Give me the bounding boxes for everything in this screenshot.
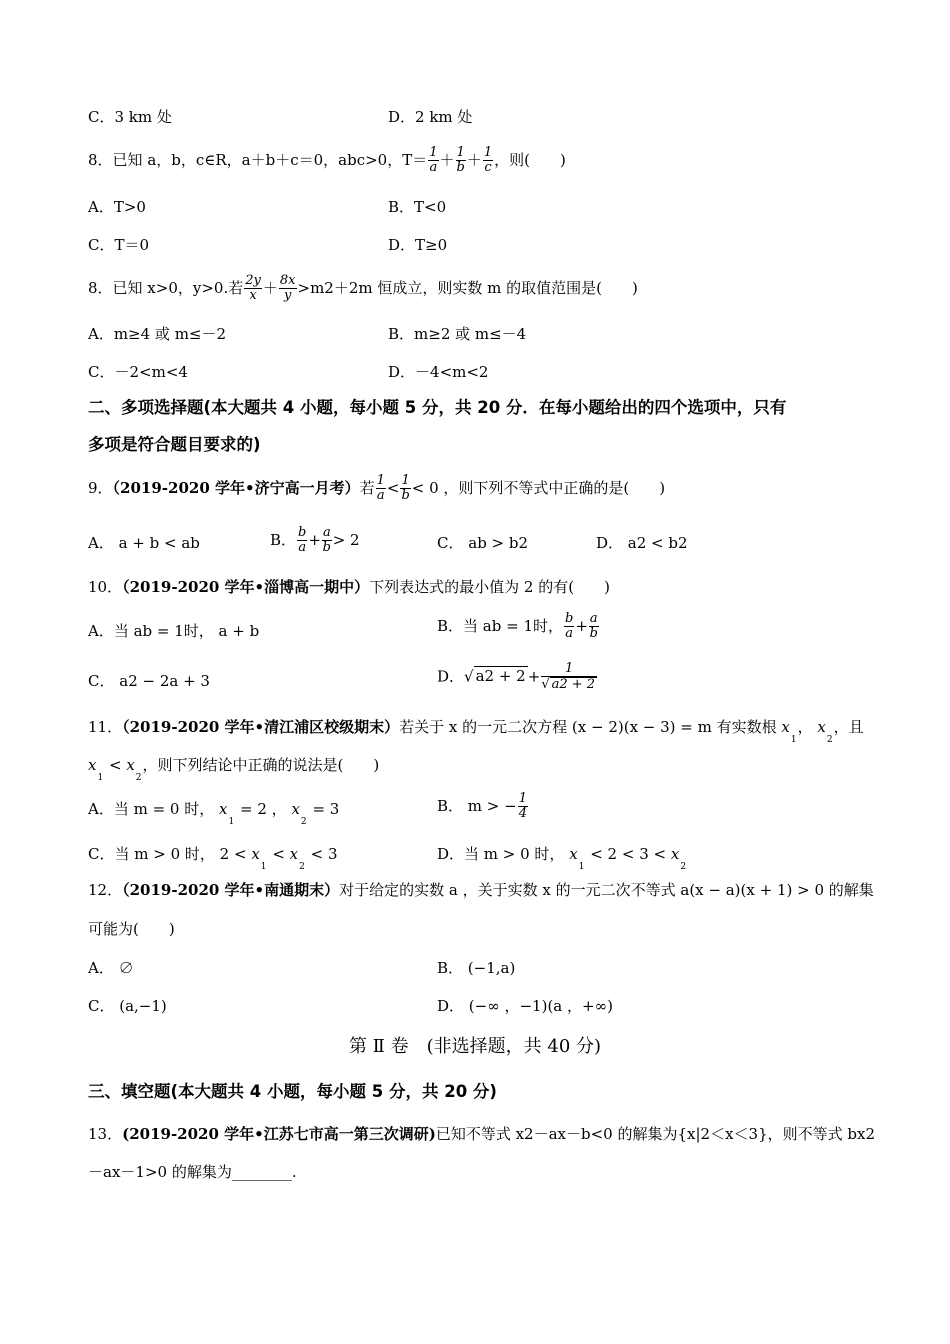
option-label: B． (270, 530, 297, 549)
question-number: 10． (88, 578, 123, 596)
q9-ruo: 若 (359, 478, 375, 497)
question-text: 若关于 x 的一元二次方程 (x − 2)(x − 3) = m 有实数根 (399, 718, 777, 736)
sqrt-icon: √ (464, 667, 474, 686)
subscript: 2 (135, 773, 142, 783)
question-13-line-2: －ax－1>0 的解集为________. (88, 1163, 297, 1181)
denominator: b (322, 540, 331, 556)
q9-b-fraction-1 (297, 526, 307, 556)
q11-a-value-1: = 2 ， (240, 800, 287, 818)
q11-option-d (437, 845, 687, 872)
subscript: 1 (790, 735, 797, 745)
q9-fraction-2 (400, 474, 410, 504)
option-label: A．当 m = 0 时， (88, 800, 215, 818)
numerator: 2y (245, 273, 261, 288)
q10-b-fraction-2 (589, 612, 599, 642)
q8a-option-d: D．T≥0 (388, 236, 448, 254)
numerator: 1 (541, 662, 597, 677)
q8a-fraction-2 (456, 146, 466, 176)
question-source: （2019-2020 学年•南通期末） (122, 881, 340, 899)
denominator: b (401, 488, 410, 504)
numerator: 8x (279, 273, 296, 288)
sqrt-radicand: a2 + 2 (551, 677, 596, 693)
q7-option-c: C．3 km 处 (88, 108, 172, 126)
q10-b-fraction-1 (564, 612, 574, 642)
section-3-heading: 三、填空题(本大题共 4 小题，每小题 5 分，共 20 分) (88, 1082, 497, 1101)
q8a-option-a: A．T>0 (88, 198, 146, 216)
q8b-fraction-2 (279, 274, 297, 304)
sqrt-icon: √ (541, 677, 550, 693)
denominator: a (429, 160, 438, 176)
subscript: 1 (228, 817, 235, 827)
q11-line2-tail: ，则下列结论中正确的说法是( ) (142, 756, 380, 774)
var-x: x (569, 845, 578, 863)
numerator: 1 (518, 791, 527, 806)
var-x: x (291, 800, 300, 818)
less-than-sign: < (386, 478, 400, 497)
option-label: B． m > − (437, 796, 517, 815)
question-source: （2019-2020 学年•济宁高一月考） (112, 478, 360, 497)
q9-option-b (270, 526, 360, 556)
q10-option-d (437, 662, 598, 693)
q8a-fraction-3 (483, 146, 493, 176)
q11-b-fraction (518, 792, 528, 822)
plus-sign: + (527, 667, 541, 686)
q11-option-c (88, 845, 338, 872)
q8a-option-b: B．T<0 (388, 198, 447, 216)
question-8a-stem (88, 146, 566, 176)
question-12-stem (88, 881, 874, 899)
plus-sign: ＋ (262, 278, 278, 297)
question-source: (2019-2020 学年•江苏七市高一第三次调研) (122, 1125, 436, 1143)
q8b-fraction-1 (244, 274, 262, 304)
question-number: 11． (88, 718, 123, 736)
denominator: c (484, 160, 492, 176)
numerator: b (564, 611, 574, 626)
var-x: x (781, 718, 790, 736)
q8a-prefix: 8．已知 (88, 150, 143, 169)
denominator: x (249, 288, 257, 304)
question-source: （2019-2020 学年•淄博高一期中） (122, 578, 370, 596)
denominator: 4 (518, 806, 527, 822)
q9-b-tail: > 2 (332, 530, 360, 549)
q10-option-a: A．当 ab = 1时， a + b (88, 622, 260, 640)
denominator: b (456, 160, 465, 176)
numerator: 1 (483, 145, 493, 160)
q7-option-d: D．2 km 处 (388, 108, 473, 126)
var-x: x (817, 718, 826, 736)
var-x: x (289, 845, 299, 863)
q9-fraction-1 (376, 474, 386, 504)
subscript: 1 (578, 862, 585, 872)
denominator (541, 677, 597, 692)
var-x: x (251, 845, 260, 863)
q10-option-b (437, 612, 600, 642)
q11-d-middle: < 2 < 3 < (590, 845, 667, 863)
q12-option-d: D． (−∞ ，−1)(a ，+∞) (437, 997, 613, 1015)
q12-option-c: C． (a,−1) (88, 997, 167, 1015)
question-number: 13． (88, 1125, 123, 1143)
numerator: 1 (376, 473, 385, 488)
denominator: a (298, 540, 307, 556)
var-x: x (670, 845, 680, 863)
q9-tail: < 0 ，则下列不等式中正确的是( ) (411, 478, 666, 497)
numerator: 1 (456, 145, 465, 160)
q11-option-b (437, 792, 529, 822)
part-2-title: 第 Ⅱ 卷 (非选择题，共 40 分) (348, 1036, 602, 1057)
question-11-line-2: $x_1 < x_2$，则下列结论中正确的说法是( ) (88, 756, 380, 783)
numerator: a (322, 525, 331, 540)
numerator: 1 (429, 145, 438, 160)
numerator: a (589, 611, 598, 626)
question-13-stem (88, 1125, 875, 1143)
question-8b-stem (88, 274, 638, 304)
plus-sign: ＋ (466, 150, 482, 169)
q11-end: ，且 (833, 718, 864, 736)
question-number: 12． (88, 881, 123, 899)
q9-option-c: C． ab > b2 (437, 534, 529, 552)
question-11-stem (88, 718, 864, 745)
option-label: B．当 ab = 1时， (437, 616, 563, 635)
q9-b-fraction-2 (322, 526, 332, 556)
question-text: 已知不等式 x2－ax－b<0 的解集为{x|2＜x＜3}，则不等式 bx2 (435, 1125, 876, 1143)
q11-a-value-2: = 3 (312, 800, 340, 818)
less-than-sign: < (272, 845, 285, 863)
numerator: 1 (401, 473, 410, 488)
subscript: 2 (680, 862, 687, 872)
q8a-condition: a，b，c∈R，a＋b＋c＝0，abc>0，T＝ (142, 150, 428, 169)
q9-option-d: D． a2 < b2 (596, 534, 688, 552)
denominator: y (284, 288, 292, 304)
q8b-option-b: B．m≥2 或 m≤－4 (388, 325, 527, 343)
subscript: 1 (260, 862, 267, 872)
subscript: 1 (97, 773, 104, 783)
q12-option-b: B． (−1,a) (437, 959, 516, 977)
question-source: （2019-2020 学年•清江浦区校级期末） (122, 718, 400, 736)
option-label: D．当 m > 0 时， (437, 845, 565, 863)
q11-option-a (88, 800, 340, 827)
question-10-stem (88, 578, 610, 596)
q8a-fraction-1 (428, 146, 438, 176)
q10-d-fraction (541, 662, 597, 693)
sqrt-radicand: a2 + 2 (475, 667, 526, 686)
question-12-line-2: 可能为( ) (88, 920, 175, 938)
q8a-suffix: ，则( ) (494, 150, 566, 169)
q10-option-c: C． a2 − 2a + 3 (88, 672, 210, 690)
denominator: b (589, 626, 598, 642)
separator: ， (797, 718, 813, 736)
plus-sign: + (575, 616, 588, 635)
q8a-option-c: C．T＝0 (88, 236, 150, 254)
q12-option-a: A． ∅ (88, 959, 134, 977)
denominator: a (376, 488, 385, 504)
q9-option-a: A． a + b < ab (88, 534, 200, 552)
subscript: 2 (299, 862, 305, 872)
subscript: 2 (300, 817, 307, 827)
question-number: 9． (88, 478, 113, 497)
section-2-heading-line-1: 二、多项选择题(本大题共 4 小题，每小题 5 分，共 20 分．在每小题给出的四个选项中，只有 (88, 398, 787, 417)
q11-c-end: < 3 (310, 845, 338, 863)
denominator: a (565, 626, 574, 642)
q8b-option-c: C．－2<m<4 (88, 363, 188, 381)
q8b-prefix: 8．已知 x>0，y>0.若 (88, 278, 244, 297)
var-x: x (219, 800, 228, 818)
plus-sign: + (308, 530, 321, 549)
plus-sign: ＋ (439, 150, 455, 169)
q8b-option-d: D．－4<m<2 (388, 363, 489, 381)
q8b-suffix: >m2＋2m 恒成立，则实数 m 的取值范围是( ) (297, 278, 638, 297)
question-text: 下列表达式的最小值为 2 的有( ) (369, 578, 610, 596)
var-x: x (88, 756, 97, 774)
option-label: C．当 m > 0 时， 2 < (88, 845, 247, 863)
subscript: 2 (826, 735, 833, 745)
question-9-stem (88, 474, 665, 504)
question-text: 对于给定的实数 a ，关于实数 x 的一元二次不等式 a(x − a)(x + 1) > 0 的解集 (339, 881, 874, 899)
section-2-heading-line-2: 多项是符合题目要求的) (88, 435, 261, 454)
q8b-option-a: A．m≥4 或 m≤－2 (88, 325, 227, 343)
option-label: D． (437, 667, 465, 686)
var-x: x (126, 756, 135, 774)
numerator: b (298, 525, 307, 540)
